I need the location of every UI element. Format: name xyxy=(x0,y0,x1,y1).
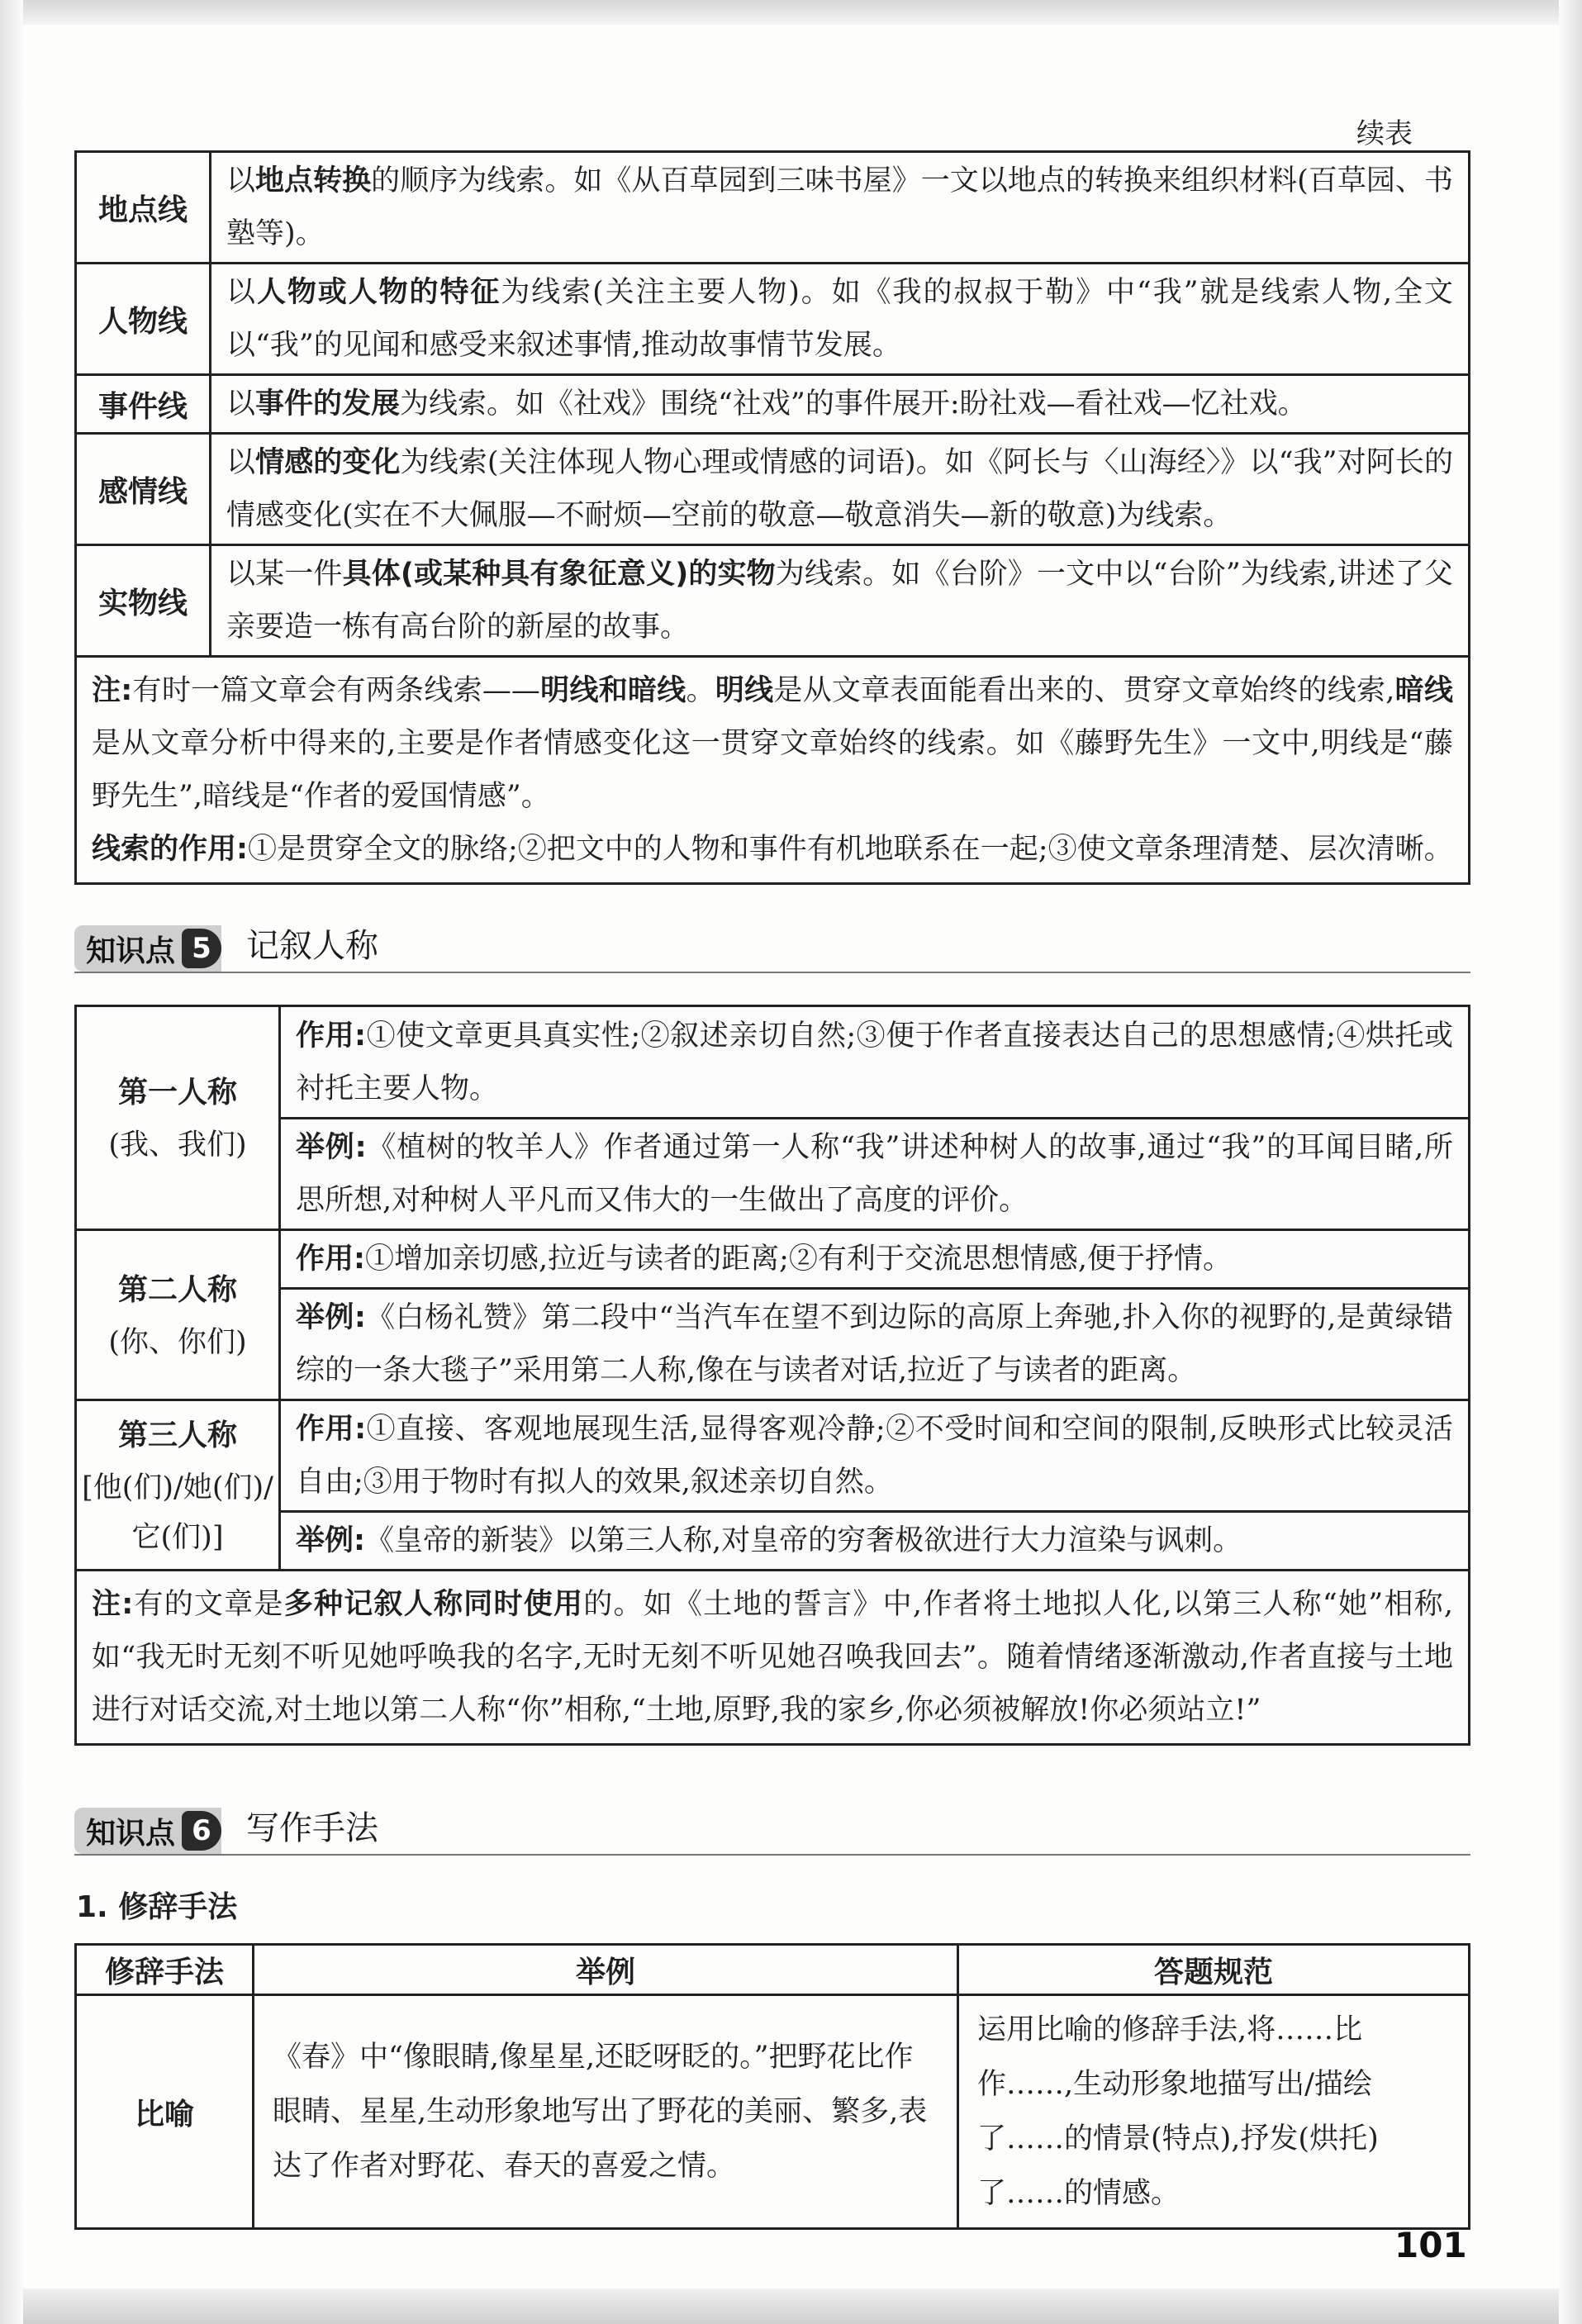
row-text xyxy=(211,545,1470,657)
note-text: 。 xyxy=(686,674,715,707)
note-bold: 多种记叙人称同时使用 xyxy=(283,1588,584,1621)
table-row xyxy=(76,1006,1470,1119)
rhetoric-table xyxy=(74,1943,1470,2230)
row-head: 事件线 xyxy=(76,375,211,434)
text-post: 为线索。如《台阶》一文中以“台阶”为线索,讲述了父亲要造一栋有高台阶的新屋的故事。 xyxy=(226,558,1453,644)
use-cell xyxy=(280,1230,1470,1289)
use-cell xyxy=(280,1006,1470,1119)
person-table xyxy=(74,1005,1470,1746)
example-text: 《植树的牧羊人》作者通过第一人称“我”讲述种树人的故事,通过“我”的耳闻目睹,所思所想,对种树人平凡而又伟大的一生做出了高度的评价。 xyxy=(296,1131,1453,1217)
kp-number: 6 xyxy=(182,1811,221,1851)
text-pre: 以 xyxy=(226,387,256,421)
example-cell xyxy=(280,1289,1470,1400)
rhetoric-answer: 运用比喻的修辞手法,将……比作……,生动形象地描写出/描绘了……的情景(特点),抒发(烘托)了……的情感。 xyxy=(958,1995,1470,2229)
table-row xyxy=(76,1119,1470,1230)
row-head xyxy=(76,1006,280,1230)
table-row xyxy=(76,1289,1470,1400)
rhetoric-example: 《春》中“像眼睛,像星星,还眨呀眨的。”把野花比作眼睛、星星,生动形象地写出了野花的美丽、繁多,表达了作者对野花、春天的喜爱之情。 xyxy=(254,1995,958,2229)
table-row xyxy=(76,434,1470,545)
kp-label: 知识点 xyxy=(86,934,176,968)
text-pre: 以 xyxy=(226,164,256,197)
table-row xyxy=(76,1230,1470,1289)
use-cell xyxy=(280,1400,1470,1512)
scan-edge-bottom xyxy=(0,2288,1582,2324)
subheading: 1. 修辞手法 xyxy=(76,1890,238,1924)
note-label: 注: xyxy=(92,674,133,707)
clue-note xyxy=(76,657,1470,884)
example-cell xyxy=(280,1512,1470,1571)
example-text: 《皇帝的新装》以第三人称,对皇帝的穷奢极欲进行大力渲染与讽刺。 xyxy=(365,1524,1242,1557)
scan-edge-right xyxy=(1559,0,1582,2324)
text-pre: 以某一件 xyxy=(226,558,343,591)
table-row xyxy=(76,152,1470,264)
clue-table xyxy=(74,150,1470,885)
table-row xyxy=(76,657,1470,884)
note-text: 有的文章是 xyxy=(133,1588,284,1621)
row-text xyxy=(211,434,1470,545)
text-post: 为线索(关注体现人物心理或情感的词语)。如《阿长与〈山海经〉》以“我”对阿长的情感变化(实在不大佩服—不耐烦—空前的敬意—敬意消失—新的敬意)为线索。 xyxy=(226,446,1453,532)
use-text: ①直接、客观地展现生活,显得客观冷静;②不受时间和空间的限制,反映形式比较灵活自由;③用于物时有拟人的效果,叙述亲切自然。 xyxy=(296,1413,1454,1499)
row-head: 地点线 xyxy=(76,152,211,264)
note-label: 注: xyxy=(92,1588,134,1621)
divider xyxy=(74,972,1470,973)
function-label: 线索的作用: xyxy=(92,833,248,866)
column-header: 答题规范 xyxy=(958,1945,1470,1995)
example-cell xyxy=(280,1119,1470,1230)
table-row xyxy=(76,1512,1470,1571)
head-sub: (我、我们) xyxy=(108,1129,247,1162)
column-header: 举例 xyxy=(254,1945,958,1995)
note-bold: 暗线 xyxy=(1394,674,1453,707)
head-sub: (你、你们) xyxy=(108,1325,247,1359)
text-bold: 地点转换 xyxy=(255,164,372,197)
function-text: ①是贯穿全文的脉络;②把文中的人物和事件有机地联系在一起;③使文章条理清楚、层次清晰。 xyxy=(248,833,1453,866)
text-post: 的顺序为线索。如《从百草园到三味书屋》一文以地点的转换来组织材料(百草园、书塾等)。 xyxy=(226,164,1453,250)
text-post: 为线索(关注主要人物)。如《我的叔叔于勒》中“我”就是线索人物,全文以“我”的见闻和感受来叙述事情,推动故事情节发展。 xyxy=(226,276,1453,362)
kp-badge xyxy=(74,925,221,972)
text-pre: 以 xyxy=(226,446,256,479)
table-row xyxy=(76,1400,1470,1512)
note-text: 是从文章分析中得来的,主要是作者情感变化这一贯穿文章始终的线索。如《藤野先生》一文中,明线是“藤野先生”,暗线是“作者的爱国情感”。 xyxy=(92,727,1453,813)
head-title: 第二人称 xyxy=(117,1272,237,1307)
head-title: 第一人称 xyxy=(117,1076,237,1110)
row-head xyxy=(76,1230,280,1400)
use-label: 作用: xyxy=(296,1413,367,1446)
note-bold: 明线 xyxy=(715,674,774,707)
row-head xyxy=(76,1400,280,1571)
row-head: 人物线 xyxy=(76,264,211,375)
head-title: 第三人称 xyxy=(117,1418,237,1452)
use-label: 作用: xyxy=(296,1019,367,1053)
row-text xyxy=(211,264,1470,375)
head-sub: [他(们)/她(们)/它(们)] xyxy=(82,1471,273,1554)
text-bold: 具体(或某种具有象征意义)的实物 xyxy=(342,558,776,591)
table-row xyxy=(76,375,1470,434)
use-text: ①增加亲切感,拉近与读者的距离;②有利于交流思想情感,便于抒情。 xyxy=(365,1243,1233,1276)
note-text: 的。如《土地的誓言》中,作者将土地拟人化,以第三人称“她”相称,如“我无时无刻不听见她呼唤我的名字,无时无刻不听见她召唤我回去”。随着情绪逐渐激动,作者直接与土地进行对话交流,对土地以第二人称“你”相称,“土地,原野,我的家乡,你必须被解放!你必须站立!” xyxy=(92,1588,1453,1727)
use-text: ①使文章更具真实性;②叙述亲切自然;③便于作者直接表达自己的思想感情;④烘托或衬托主要人物。 xyxy=(296,1019,1453,1105)
note-text: 有时一篇文章会有两条线索—— xyxy=(132,674,540,707)
scan-edge-left xyxy=(0,0,23,2324)
table-row xyxy=(76,545,1470,657)
row-text xyxy=(211,152,1470,264)
example-label: 举例: xyxy=(296,1301,366,1334)
table-header-row xyxy=(76,1945,1470,1995)
text-bold: 人物或人物的特征 xyxy=(256,276,501,309)
table-row xyxy=(76,1995,1470,2229)
table-row xyxy=(76,264,1470,375)
column-header: 修辞手法 xyxy=(76,1945,254,1995)
note-text: 是从文章表面能看出来的、贯穿文章始终的线索, xyxy=(773,674,1395,707)
kp-number: 5 xyxy=(182,929,221,968)
kp-label: 知识点 xyxy=(86,1816,176,1851)
continued-label: 续表 xyxy=(1356,117,1413,150)
example-label: 举例: xyxy=(296,1524,365,1557)
kp-badge xyxy=(74,1808,221,1854)
row-head: 感情线 xyxy=(76,434,211,545)
text-post: 为线索。如《社戏》围绕“社戏”的事件展开:盼社戏—看社戏—忆社戏。 xyxy=(400,387,1307,421)
example-text: 《白杨礼赞》第二段中“当汽车在望不到边际的高原上奔驰,扑入你的视野的,是黄绿错综的一条大毯子”采用第二人称,像在与读者对话,拉近了与读者的距离。 xyxy=(296,1301,1453,1387)
example-label: 举例: xyxy=(296,1131,367,1164)
knowledge-point-6-heading xyxy=(74,1803,1470,1854)
divider xyxy=(74,1854,1470,1856)
section-title: 记叙人称 xyxy=(246,927,379,965)
use-label: 作用: xyxy=(296,1243,365,1276)
knowledge-point-5-heading xyxy=(74,920,1470,972)
text-bold: 情感的变化 xyxy=(255,446,401,479)
note-bold: 明线和暗线 xyxy=(539,674,686,707)
row-text xyxy=(211,375,1470,434)
page-number: 101 xyxy=(1394,2225,1467,2265)
table-row xyxy=(76,1571,1470,1745)
row-head: 实物线 xyxy=(76,545,211,657)
section-title: 写作手法 xyxy=(246,1809,379,1847)
scan-edge-top xyxy=(0,0,1582,25)
text-pre: 以 xyxy=(226,276,257,309)
rhetoric-name: 比喻 xyxy=(76,1995,254,2229)
text-bold: 事件的发展 xyxy=(255,387,401,421)
person-note xyxy=(76,1571,1470,1745)
